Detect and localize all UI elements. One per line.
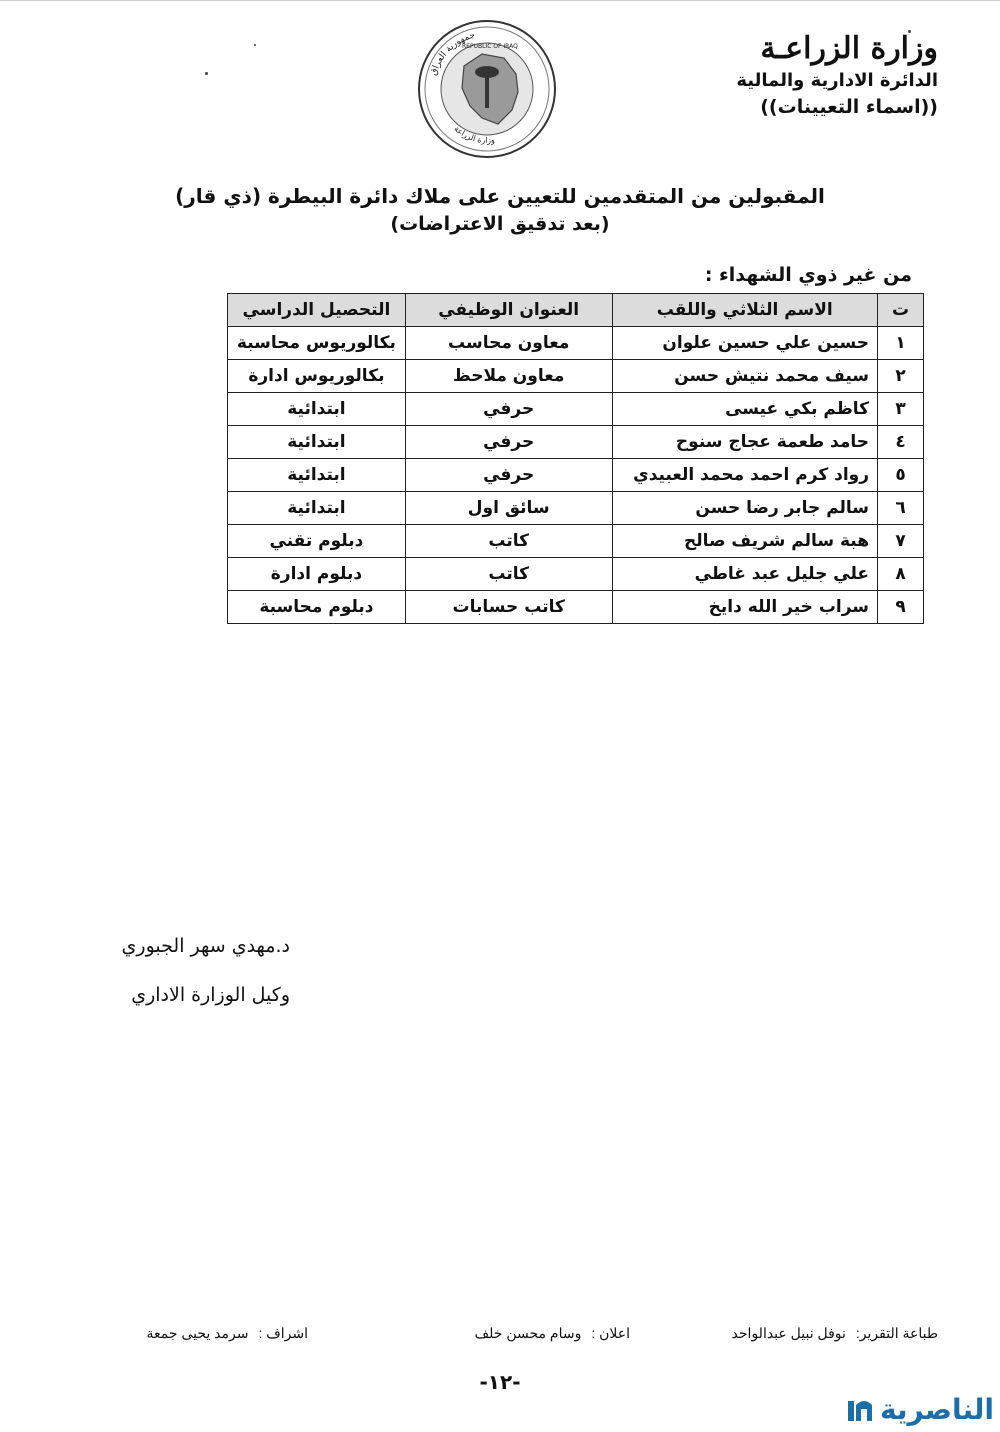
row-no: ٨ [878,558,924,591]
table-row [228,492,924,525]
letterhead [736,32,938,120]
credit-supervision [147,1325,308,1342]
nasiriyah-logo-icon [846,1395,876,1425]
site-watermark [846,1393,994,1426]
row-job-title: معاون محاسب [405,327,612,360]
header-no: ت [878,294,924,327]
row-job-title: كاتب حسابات [405,591,612,624]
row-name: سالم جابر رضا حسن [612,492,878,525]
row-qualification: دبلوم تقني [228,525,406,558]
row-qualification: بكالوريوس محاسبة [228,327,406,360]
row-qualification: ابتدائية [228,393,406,426]
row-no: ٦ [878,492,924,525]
row-name: سراب خير الله دايخ [612,591,878,624]
page-edge [0,0,1000,7]
table-row [228,327,924,360]
row-qualification: دبلوم محاسبة [228,591,406,624]
row-job-title: حرفي [405,393,612,426]
ministry-name: وزارة الزراعـة [760,31,938,66]
table-row [228,426,924,459]
row-qualification: ابتدائية [228,459,406,492]
row-name: حامد طعمة عجاج سنوح [612,426,878,459]
iraq-emblem-icon [412,14,562,164]
credit-supervision-name: سرمد يحيى جمعة [146,1325,249,1341]
row-no: ٥ [878,459,924,492]
table-row [228,360,924,393]
row-name: سيف محمد نتيش حسن [612,360,878,393]
row-no: ٤ [878,426,924,459]
credit-supervision-label: اشراف : [258,1325,308,1341]
table-header-row [228,294,924,327]
row-job-title: كاتب [405,558,612,591]
signatory-name: د.مهدي سهر الجبوري [121,935,290,957]
row-qualification: دبلوم ادارة [228,558,406,591]
page-number: -١٢- [479,1370,521,1394]
row-qualification: بكالوريوس ادارة [228,360,406,393]
watermark-text: الناصرية [879,1393,994,1426]
scan-speck [254,44,256,46]
table-row [228,558,924,591]
appointees-table [227,293,924,624]
table-row [228,459,924,492]
row-job-title: حرفي [405,426,612,459]
row-name: رواد كرم احمد محمد العبيدي [612,459,878,492]
signatory-position: وكيل الوزارة الاداري [131,984,290,1006]
row-job-title: حرفي [405,459,612,492]
credit-announcement [475,1325,630,1342]
emblem-inscription-bottom: وزارة الزراعة [452,124,496,146]
row-no: ٧ [878,525,924,558]
department-name: الدائرة الادارية والمالية [736,70,938,91]
row-no: ٩ [878,591,924,624]
row-name: علي جليل عبد غاطي [612,558,878,591]
row-no: ٣ [878,393,924,426]
row-job-title: سائق اول [405,492,612,525]
row-name: هبة سالم شريف صالح [612,525,878,558]
row-job-title: معاون ملاحظ [405,360,612,393]
row-name: حسين علي حسين علوان [612,327,878,360]
credit-announcement-name: وسام محسن خلف [474,1325,582,1341]
credit-announcement-label: اعلان : [591,1325,630,1341]
credit-typing [732,1325,938,1342]
credit-typing-name: نوفل نبيل عبدالواحد [731,1325,846,1341]
row-job-title: كاتب [405,525,612,558]
emblem-inscription-top: جمهورية العراق [428,30,477,77]
row-no: ١ [878,327,924,360]
table-row [228,393,924,426]
scan-speck [205,72,208,75]
header-job-title: العنوان الوظيفي [405,294,612,327]
category-heading: من غير ذوي الشهداء : [704,264,912,286]
row-qualification: ابتدائية [228,426,406,459]
header-name: الاسم الثلاثي واللقب [612,294,878,327]
table-row [228,525,924,558]
row-qualification: ابتدائية [228,492,406,525]
table-row [228,591,924,624]
row-no: ٢ [878,360,924,393]
emblem-inscription-en: REPUBLIC OF IRAQ [462,43,518,50]
credit-typing-label: طباعة التقرير: [855,1325,938,1341]
section-name: ((اسماء التعيينات)) [760,96,938,118]
row-name: كاظم بكي عيسى [612,393,878,426]
document-subtitle: (بعد تدقيق الاعتراضات) [390,213,610,235]
document-title: المقبولين من المتقدمين للتعيين على ملاك دائرة البيطرة (ذي قار) [175,184,825,208]
header-qualification: التحصيل الدراسي [228,294,406,327]
